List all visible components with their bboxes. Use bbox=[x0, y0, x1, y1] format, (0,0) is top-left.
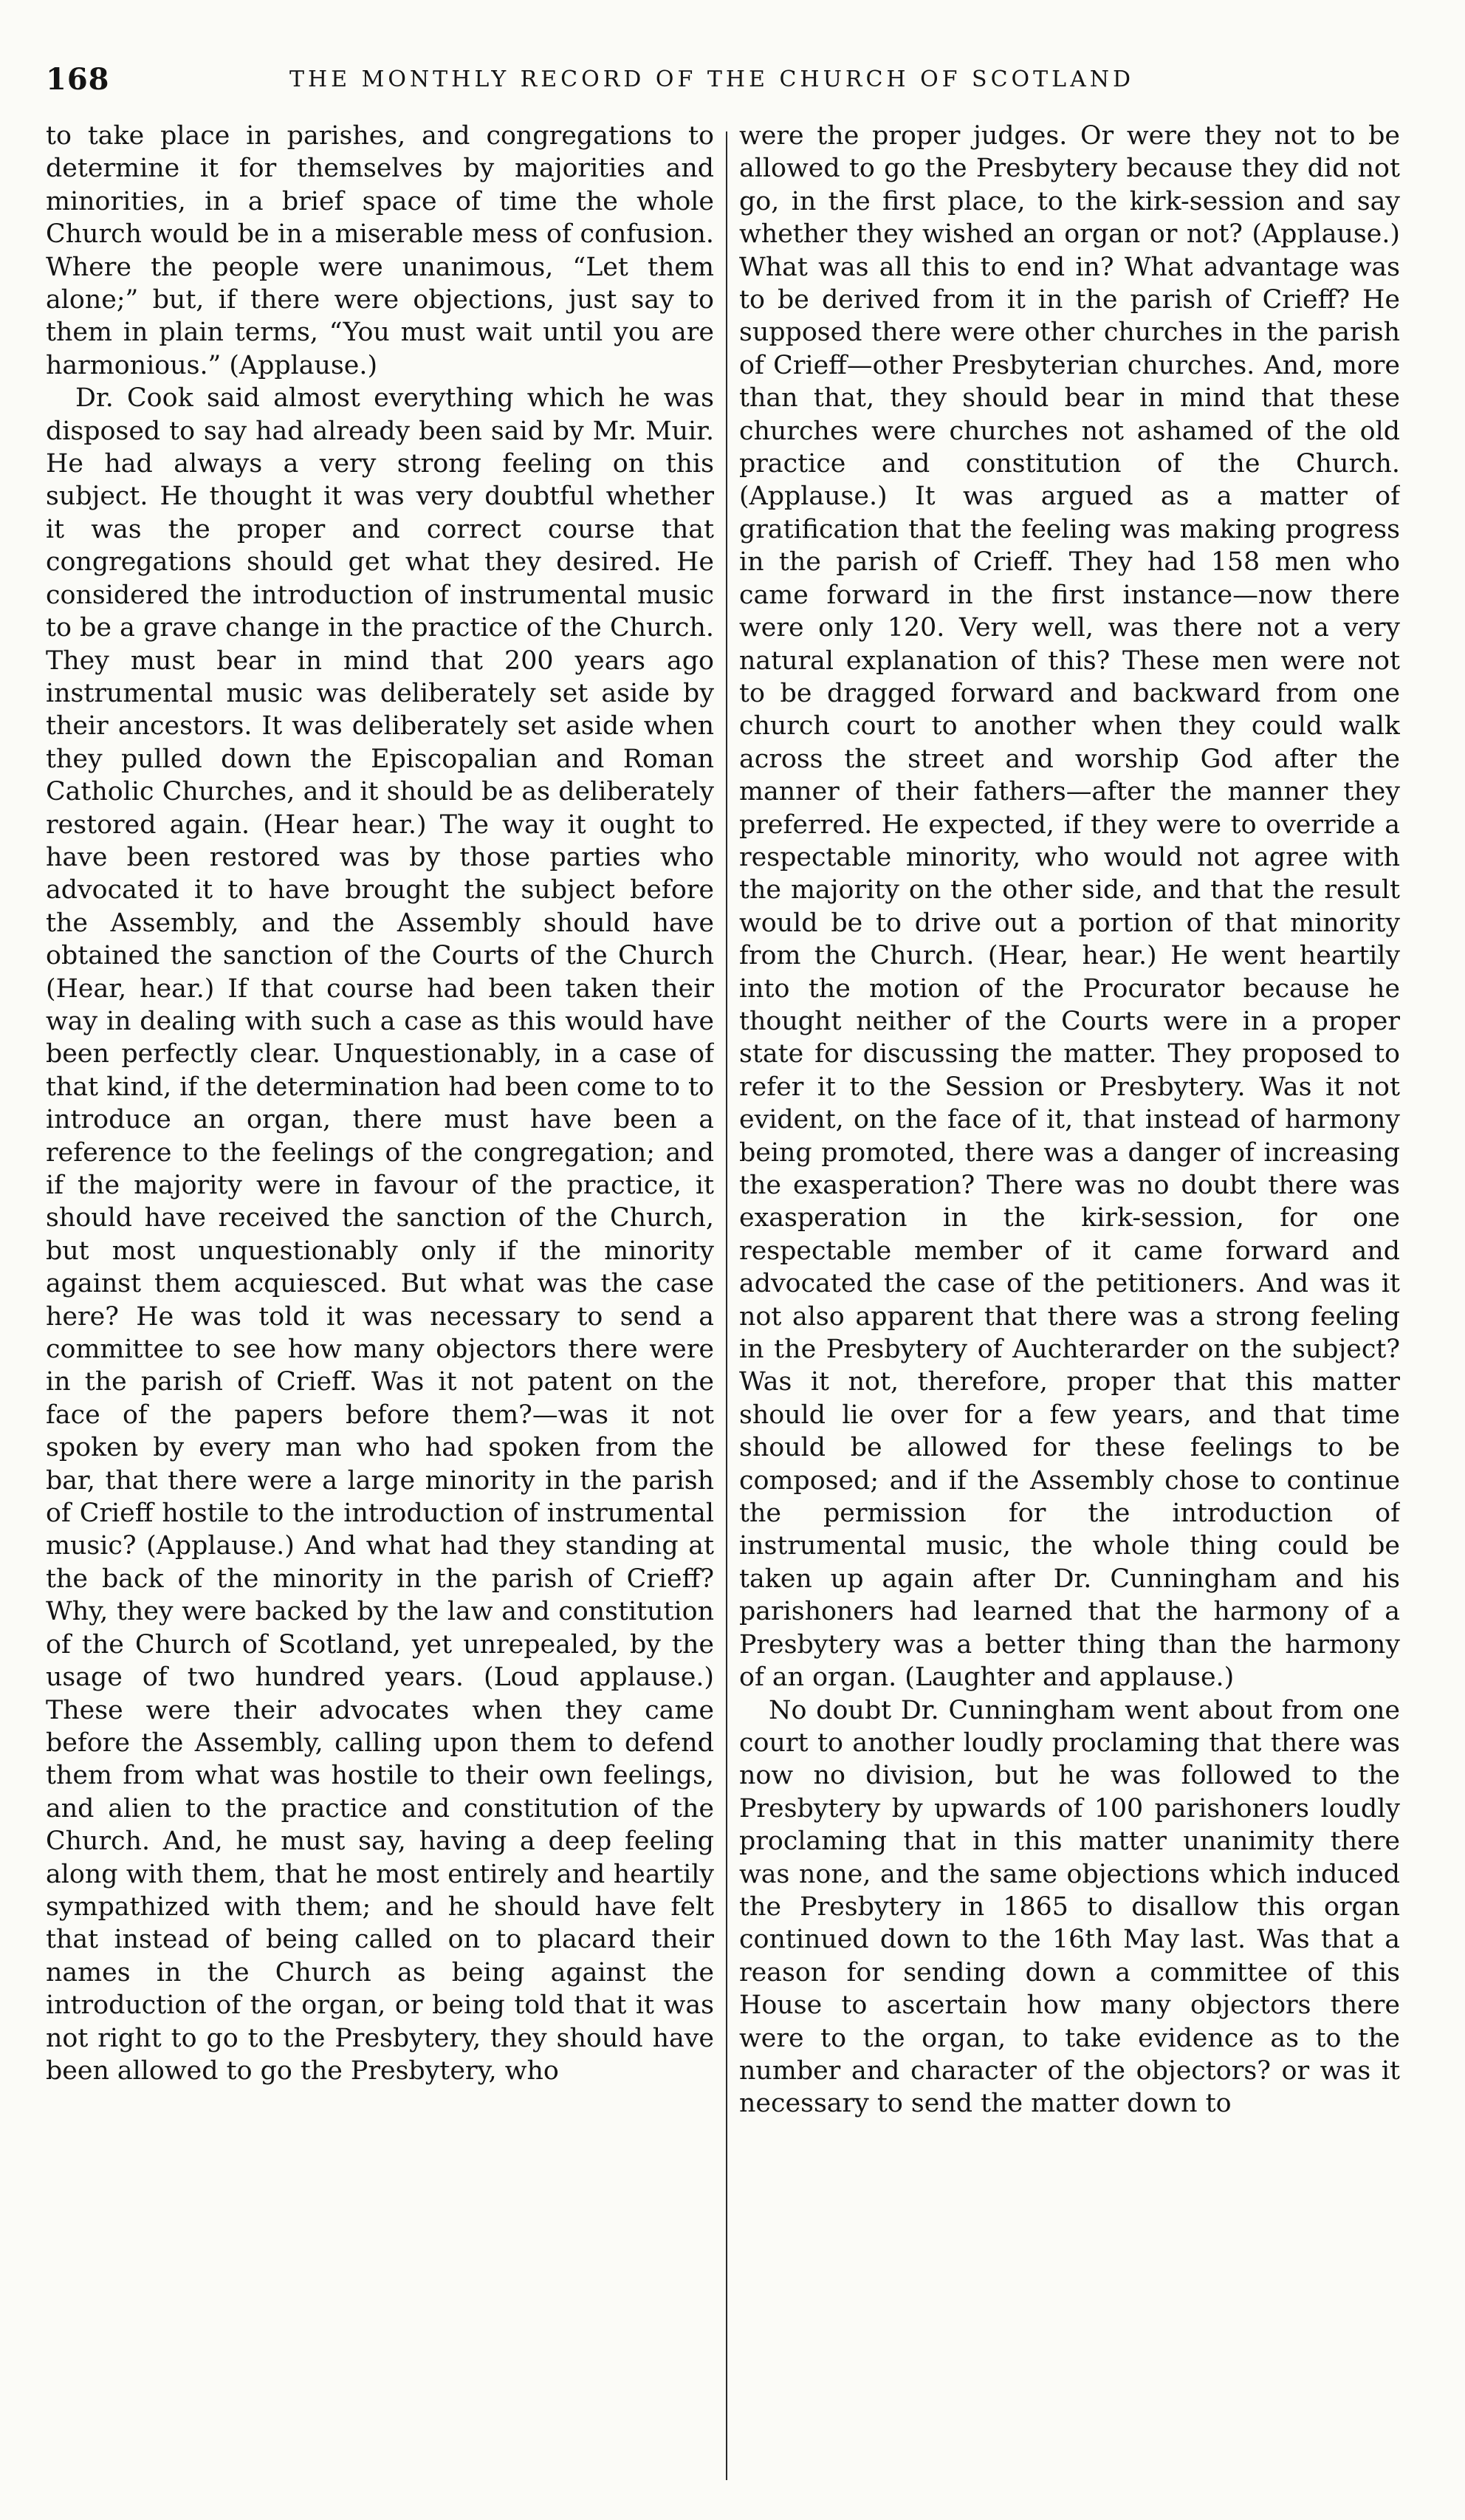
right-paragraph-continuation: were the proper judges. Or were they not to be allowed to go the Presbytery because they did not go, in the first place, to the kirk-session and say whether they wished an organ or not? (Applause.) What was all this to end in? What advantage was to be derived from it in the parish of Crieff? He supposed there were other churches in the parish of Crieff—other Presbyterian churches. And, more than that, they should bear in mind that these churches were churches not ashamed of the old practice and constitution of the Church. (Applause.) It was argued as a matter of gratification that the feeling was making progress in the parish of Crieff. They had 158 men who came forward in the first instance—now there were only 120. Very well, was there not a very natural explanation of this? These men were not to be dragged forward and backward from one church court to another when they could walk across the street and worship God after the manner of their fathers—after the manner they preferred. He expected, if they were to override a respectable minority, who would not agree with the majority on the other side, and that the result would be to drive out a portion of that minority from the Church. (Hear, hear.) He went heartily into the motion of the Procurator because he thought neither of the Courts were in a proper state for discussing the matter. They proposed to refer it to the Session or Presbytery. Was it not evident, on the face of it, that instead of harmony being promoted, there was a danger of increasing the exasperation? There was no doubt there was exasperation in the kirk-session, for one respectable member of it came forward and advocated the case of the petitioners. And was it not also apparent that there was a strong feeling in the Presbytery of Auchterarder on the subject? Was it not, therefore, proper that this matter should lie over for a few years, and that time should be allowed for these feelings to be composed; and if the Assembly chose to continue the permission for the introduction of instrumental music, the whole thing could be taken up again after Dr. Cunningham and his parishoners had learned that the harmony of a Presbytery was a better thing than the harmony of an organ. (Laughter and applause.) bbox=[739, 121, 1400, 1693]
running-head bbox=[46, 62, 1397, 106]
left-column bbox=[46, 120, 714, 2483]
right-paragraph-cunningham: No doubt Dr. Cunningham went about from one court to another loudly proclaming that there was now no division, but he was followed to the Presbytery by upwards of 100 parishoners loudly proclaming that in this matter unanimity there was none, and the same objections which induced the Presbytery in 1865 to disallow this organ continued down to the 16th May last. Was that a reason for sending down a committee of this House to ascertain how many objectors there were to the organ, to take evidence as to the number and character of the objectors? or was it necessary to send the matter down to bbox=[739, 1695, 1400, 2119]
left-paragraph-dr-cook: Dr. Cook said almost everything which he was disposed to say had already been said by Mr. Muir. He had always a very strong feeling on this subject. He thought it was very doubtful whether it was the proper and correct course that congregations should get what they desired. He considered the introduction of instrumental music to be a grave change in the practice of the Church. They must bear in mind that 200 years ago instrumental music was deliberately set aside by their ancestors. It was deliberately set aside when they pulled down the Episcopalian and Roman Catholic Churches, and it should be as deliberately restored again. (Hear hear.) The way it ought to have been restored was by those parties who advocated it to have brought the subject before the Assembly, and the Assembly should have obtained the sanction of the Courts of the Church (Hear, hear.) If that course had been taken their way in dealing with such a case as this would have been perfectly clear. Unquestionably, in a case of that kind, if the determination had been come to to introduce an organ, there must have been a reference to the feelings of the congregation; and if the majority were in favour of the practice, it should have received the sanction of the Church, but most unquestionably only if the minority against them acquiesced. But what was the case here? He was told it was necessary to send a committee to see how many objectors there were in the parish of Crieff. Was it not patent on the face of the papers before them?—was it not spoken by every man who had spoken from the bar, that there were a large minority in the parish of Crieff hostile to the introduction of instrumental music? (Applause.) And what had they standing at the back of the minority in the parish of Crieff? Why, they were backed by the law and constitution of the Church of Scotland, yet unrepealed, by the usage of two hundred years. (Loud applause.) These were their advocates when they came before the Assembly, calling upon them to defend them from what was hostile to their own feelings, and alien to the practice and constitution of the Church. And, he must say, having a deep feeling along with them, that he most entirely and heartily sympathized with them; and he should have felt that instead of being called on to placard their names in the Church as being against the introduction of the organ, or being told that it was not right to go to the Presbytery, they should have been allowed to go the Presbytery, who bbox=[46, 383, 714, 2086]
page-number: 168 bbox=[46, 62, 110, 97]
column-divider bbox=[726, 131, 727, 2480]
journal-title: THE MONTHLY RECORD OF THE CHURCH OF SCOTLAND bbox=[289, 66, 1135, 92]
right-column bbox=[739, 120, 1400, 2483]
left-paragraph-continuation: to take place in parishes, and congregations to determine it for themselves by majorities and minorities, in a brief space of time the whole Church would be in a miserable mess of confusion. Where the people were unanimous, “Let them alone;” but, if there were objections, just say to them in plain terms, “You must wait until you are harmonious.” (Applause.) bbox=[46, 121, 714, 380]
